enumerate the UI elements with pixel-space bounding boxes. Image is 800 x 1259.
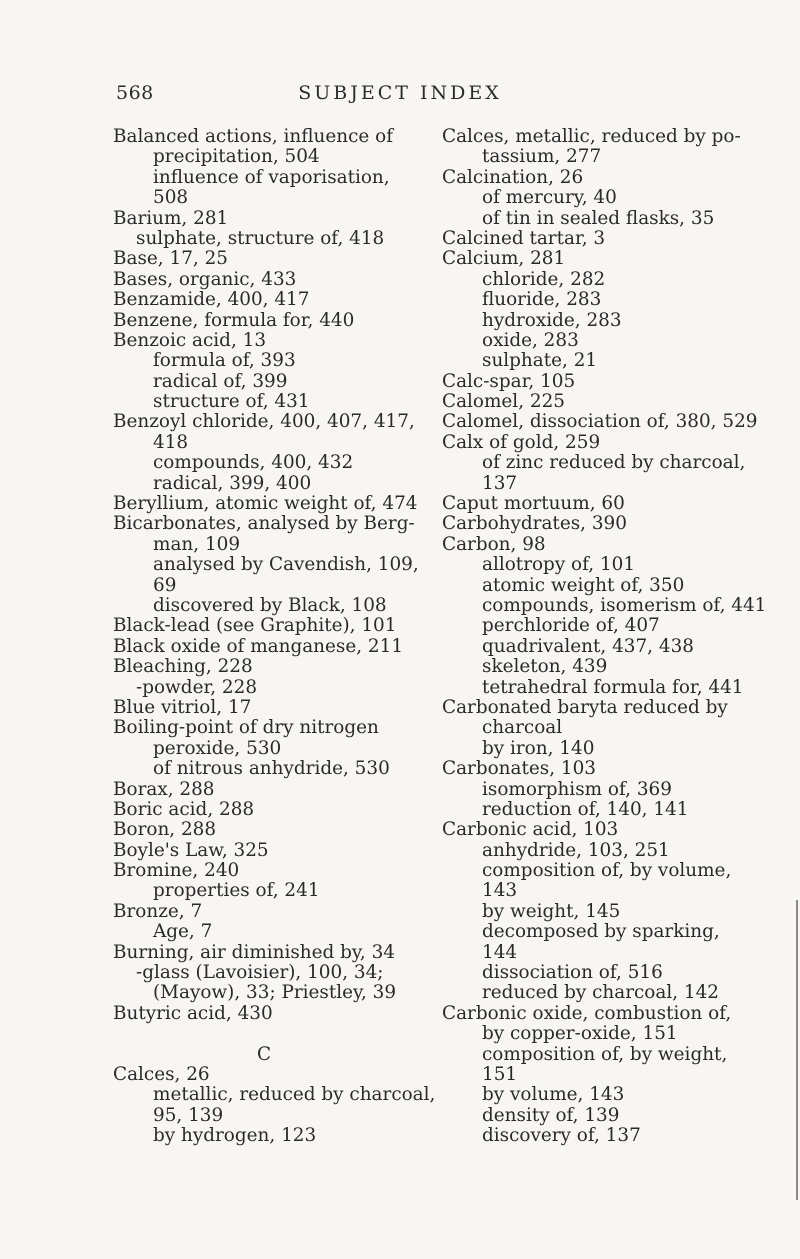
index-entry: Bromine, 240 [113,860,240,882]
index-subentry: radical of, 399 [153,370,288,392]
index-entry: Boron, 288 [113,819,217,841]
index-subentry: composition of, by volume, [482,860,732,882]
index-subentry: hydroxide, 283 [482,309,622,331]
index-subentry: analysed by Cavendish, 109, [153,554,419,576]
index-entry: Boric acid, 288 [113,798,255,820]
index-subentry: density of, 139 [482,1104,620,1126]
index-entry: Calcium, 281 [442,248,566,270]
index-subentry: anhydride, 103, 251 [482,839,670,861]
index-subentry: influence of vaporisation, [153,166,390,188]
index-subentry: metallic, reduced by charcoal, [153,1084,436,1106]
index-subentry: of tin in sealed flasks, 35 [482,207,715,229]
index-subentry: fluoride, 283 [482,289,602,311]
page-header [0,82,800,112]
index-entry: Carbonated baryta reduced by [442,696,728,718]
index-entry: Blue vitriol, 17 [113,696,252,718]
index-subentry: -powder, 228 [136,676,258,698]
index-subentry: allotropy of, 101 [482,554,636,576]
index-subentry: (Mayow), 33; Priestley, 39 [153,982,397,1004]
index-entry: Balanced actions, influence of [113,126,394,147]
index-entry: Caput mortuum, 60 [442,493,625,515]
index-entry: Benzoic acid, 13 [113,329,267,351]
index-entry: Carbonic acid, 103 [442,819,619,841]
page-number: 568 [116,82,154,104]
index-subentry: of mercury, 40 [482,187,617,209]
index-subentry: sulphate, structure of, 418 [136,227,385,249]
index-subentry: perchloride of, 407 [482,615,660,637]
index-entry: Carbohydrates, 390 [442,513,627,535]
index-subentry: oxide, 283 [482,329,579,351]
index-entry: Benzoyl chloride, 400, 407, 417, [113,411,415,433]
index-subentry: chloride, 282 [482,268,606,290]
index-entry: Boiling-point of dry nitrogen [113,717,379,739]
index-entry: Bicarbonates, analysed by Berg- [113,513,415,535]
index-entry: Borax, 288 [113,778,215,800]
index-entry: Barium, 281 [113,207,229,229]
index-subentry: 69 [153,574,177,596]
index-entry [113,1024,415,1044]
index-subentry: 137 [482,472,518,494]
index-subentry: properties of, 241 [153,880,320,902]
index-entry: Calces, metallic, reduced by po- [442,126,741,147]
index-entry: Calomel, dissociation of, 380, 529 [442,411,758,433]
index-subentry: tetrahedral formula for, 441 [482,676,744,698]
index-subentry: of zinc reduced by charcoal, [482,452,746,474]
index-subentry: precipitation, 504 [153,146,320,168]
index-subentry: discovered by Black, 108 [153,594,387,616]
index-column-right [442,126,767,1147]
index-subentry: reduced by charcoal, 142 [482,982,720,1004]
index-subentry: by volume, 143 [482,1084,625,1106]
index-subentry: decomposed by sparking, [482,921,720,943]
index-entry: Bleaching, 228 [113,656,253,678]
index-subentry: compounds, 400, 432 [153,452,354,474]
index-entry: Butyric acid, 430 [113,1002,273,1024]
index-subentry: peroxide, 530 [153,737,282,759]
index-entry: Bases, organic, 433 [113,268,297,290]
index-column-left [113,126,436,1147]
index-subentry: formula of, 393 [153,350,296,372]
index-entry: Benzamide, 400, 417 [113,289,310,311]
page-edge-line [796,900,798,1200]
running-title: SUBJECT INDEX [298,82,502,104]
index-subentry: radical, 399, 400 [153,472,312,494]
index-entry: Black-lead (see Graphite), 101 [113,615,397,637]
index-subentry: 143 [482,880,518,902]
index-entry: Calcined tartar, 3 [442,227,606,249]
index-entry: Carbon, 98 [442,533,546,555]
index-subentry: of nitrous anhydride, 530 [153,758,390,780]
index-entry: Calcination, 26 [442,166,584,188]
index-entry: Bronze, 7 [113,900,203,922]
index-entry: Calc-spar, 105 [442,370,576,392]
index-entry: Calces, 26 [113,1063,210,1085]
index-entry: Burning, air diminished by, 34 [113,941,395,963]
index-entry: Base, 17, 25 [113,248,228,270]
index-entry: Calx of gold, 259 [442,431,601,453]
index-entry: Benzene, formula for, 440 [113,309,355,331]
index-subentry: charcoal [482,717,563,739]
index-subentry: tassium, 277 [482,146,602,168]
index-subentry: by copper-oxide, 151 [482,1023,678,1045]
index-subentry: 151 [482,1063,518,1085]
index-entry: Black oxide of manganese, 211 [113,635,404,657]
index-subentry: sulphate, 21 [482,350,598,372]
index-subentry: 418 [153,431,189,453]
index-subentry: 144 [482,941,518,963]
index-entry: Beryllium, atomic weight of, 474 [113,493,418,515]
index-subentry: quadrivalent, 437, 438 [482,635,694,657]
index-subentry: Age, 7 [153,921,213,943]
index-subentry: -glass (Lavoisier), 100, 34; [136,962,384,984]
index-subentry: by hydrogen, 123 [153,1125,317,1147]
index-subentry: dissociation of, 516 [482,962,663,984]
index-subentry: compounds, isomerism of, 441 [482,594,767,616]
index-subentry: structure of, 431 [153,391,310,413]
index-subentry: atomic weight of, 350 [482,574,685,596]
index-entry: Boyle's Law, 325 [113,839,269,861]
index-subentry: composition of, by weight, [482,1043,728,1065]
index-entry: Carbonic oxide, combustion of, [442,1002,732,1024]
index-subentry: by iron, 140 [482,737,595,759]
index-subentry: skeleton, 439 [482,656,608,678]
index-subentry: by weight, 145 [482,900,621,922]
index-subentry: isomorphism of, 369 [482,778,672,800]
index-entry: Carbonates, 103 [442,758,596,780]
index-entry: Calomel, 225 [442,391,565,413]
index-subentry: reduction of, 140, 141 [482,798,689,820]
index-subentry: man, 109 [153,533,241,555]
index-subentry: discovery of, 137 [482,1125,641,1147]
section-letter: C [256,1043,272,1065]
index-subentry: 508 [153,187,189,209]
index-subentry: 95, 139 [153,1104,224,1126]
